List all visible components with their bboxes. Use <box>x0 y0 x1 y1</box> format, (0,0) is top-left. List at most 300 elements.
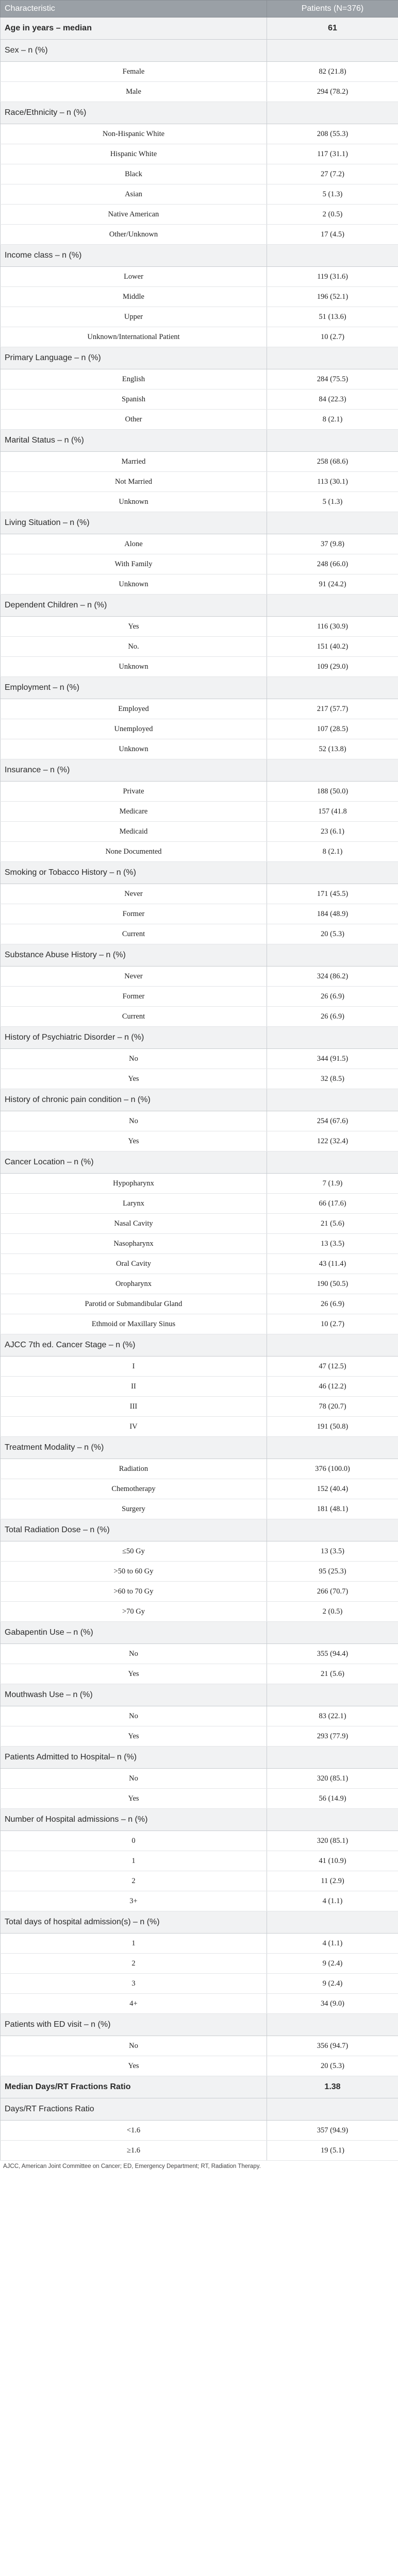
table-row <box>1 1314 398 1334</box>
section-label: Marital Status – n (%) <box>1 430 267 452</box>
row-value: 188 (50.0) <box>267 782 398 802</box>
table-row <box>1 124 398 144</box>
row-value: 191 (50.8) <box>267 1417 398 1437</box>
row-value: 157 (41.8 <box>267 802 398 822</box>
table-row <box>1 62 398 82</box>
row-label: No. <box>1 637 267 657</box>
row-label: >50 to 60 Gy <box>1 1562 267 1582</box>
row-label: With Family <box>1 554 267 574</box>
table-row <box>1 492 398 512</box>
table-row <box>1 1254 398 1274</box>
section-header-row <box>1 102 398 124</box>
row-label: Oral Cavity <box>1 1254 267 1274</box>
table-row <box>1 1007 398 1027</box>
table-row <box>1 2036 398 2056</box>
section-value <box>267 2014 398 2036</box>
row-label: Parotid or Submandibular Gland <box>1 1294 267 1314</box>
row-value: 217 (57.7) <box>267 699 398 719</box>
section-value <box>267 759 398 782</box>
row-value: 19 (5.1) <box>267 2141 398 2161</box>
row-value: 122 (32.4) <box>267 1131 398 1151</box>
row-value: 5 (1.3) <box>267 492 398 512</box>
table-row <box>1 1069 398 1089</box>
row-value: 119 (31.6) <box>267 267 398 287</box>
row-label: Female <box>1 62 267 82</box>
row-label: No <box>1 1111 267 1131</box>
table-row <box>1 1706 398 1726</box>
section-label: History of chronic pain condition – n (%) <box>1 1089 267 1111</box>
row-label: 0 <box>1 1831 267 1851</box>
row-value: 83 (22.1) <box>267 1706 398 1726</box>
row-label: Hypopharynx <box>1 1174 267 1194</box>
table-row <box>1 2141 398 2161</box>
table-row <box>1 410 398 430</box>
section-header-row <box>1 1747 398 1769</box>
table-row <box>1 369 398 389</box>
row-label: Yes <box>1 617 267 637</box>
table-row <box>1 1582 398 1602</box>
section-label: Number of Hospital admissions – n (%) <box>1 1809 267 1831</box>
row-value: 116 (30.9) <box>267 617 398 637</box>
section-header-row <box>1 1089 398 1111</box>
row-value: 184 (48.9) <box>267 904 398 924</box>
row-value: 78 (20.7) <box>267 1397 398 1417</box>
table-row <box>1 1891 398 1911</box>
row-label: 3+ <box>1 1891 267 1911</box>
row-value: 7 (1.9) <box>267 1174 398 1194</box>
section-header-row <box>1 40 398 62</box>
table-row <box>1 1664 398 1684</box>
table-row <box>1 82 398 102</box>
row-value: 190 (50.5) <box>267 1274 398 1294</box>
row-label: Middle <box>1 287 267 307</box>
table-row <box>1 554 398 574</box>
table-row <box>1 904 398 924</box>
row-value: 254 (67.6) <box>267 1111 398 1131</box>
row-value: 51 (13.6) <box>267 307 398 327</box>
section-value <box>267 1684 398 1706</box>
row-value: 26 (6.9) <box>267 1007 398 1027</box>
row-label: None Documented <box>1 842 267 862</box>
row-label: Unknown/International Patient <box>1 327 267 347</box>
table-row <box>1 739 398 759</box>
row-value: 117 (31.1) <box>267 144 398 164</box>
section-label: Median Days/RT Fractions Ratio <box>1 2076 267 2098</box>
row-value: 26 (6.9) <box>267 987 398 1007</box>
table-row <box>1 1974 398 1994</box>
row-label: Nasal Cavity <box>1 1214 267 1234</box>
row-label: III <box>1 1397 267 1417</box>
row-label: No <box>1 2036 267 2056</box>
section-header-row <box>1 1809 398 1831</box>
row-value: 21 (5.6) <box>267 1214 398 1234</box>
row-value: 11 (2.9) <box>267 1871 398 1891</box>
row-value: 37 (9.8) <box>267 534 398 554</box>
section-header-row <box>1 862 398 884</box>
table-row <box>1 1789 398 1809</box>
row-label: Larynx <box>1 1194 267 1214</box>
row-label: Spanish <box>1 389 267 410</box>
section-value <box>267 245 398 267</box>
row-label: Alone <box>1 534 267 554</box>
table-row <box>1 1994 398 2014</box>
row-value: 13 (3.5) <box>267 1541 398 1562</box>
table-row <box>1 1234 398 1254</box>
row-value: 320 (85.1) <box>267 1831 398 1851</box>
row-value: 2 (0.5) <box>267 205 398 225</box>
section-header-row <box>1 944 398 967</box>
row-label: Private <box>1 782 267 802</box>
section-label: Patients Admitted to Hospital– n (%) <box>1 1747 267 1769</box>
table-row <box>1 967 398 987</box>
row-value: 152 (40.4) <box>267 1479 398 1499</box>
section-header-row <box>1 2076 398 2098</box>
table-row <box>1 2121 398 2141</box>
section-value <box>267 677 398 699</box>
row-label: Lower <box>1 267 267 287</box>
section-header-row <box>1 1622 398 1644</box>
row-label: Ethmoid or Maxillary Sinus <box>1 1314 267 1334</box>
row-label: Unemployed <box>1 719 267 739</box>
section-header-row <box>1 2014 398 2036</box>
row-label: Employed <box>1 699 267 719</box>
row-label: Yes <box>1 1664 267 1684</box>
table-row <box>1 1049 398 1069</box>
header-patients: Patients (N=376) <box>267 1 398 18</box>
row-label: ≥1.6 <box>1 2141 267 2161</box>
row-value: 20 (5.3) <box>267 2056 398 2076</box>
row-label: 1 <box>1 1934 267 1954</box>
row-value: 27 (7.2) <box>267 164 398 184</box>
section-value <box>267 944 398 967</box>
section-label: Employment – n (%) <box>1 677 267 699</box>
section-header-row <box>1 1334 398 1357</box>
table-row <box>1 1479 398 1499</box>
row-label: Non-Hispanic White <box>1 124 267 144</box>
row-value: 4 (1.1) <box>267 1934 398 1954</box>
row-value: 52 (13.8) <box>267 739 398 759</box>
table-row <box>1 164 398 184</box>
row-value: 113 (30.1) <box>267 472 398 492</box>
row-value: 258 (68.6) <box>267 452 398 472</box>
row-value: 34 (9.0) <box>267 1994 398 2014</box>
row-label: 2 <box>1 1954 267 1974</box>
section-value <box>267 1622 398 1644</box>
row-label: Never <box>1 967 267 987</box>
row-value: 66 (17.6) <box>267 1194 398 1214</box>
table-row <box>1 1417 398 1437</box>
section-label: Treatment Modality – n (%) <box>1 1437 267 1459</box>
table-row <box>1 987 398 1007</box>
section-label: Total Radiation Dose – n (%) <box>1 1519 267 1541</box>
section-label: Age in years – median <box>1 18 267 40</box>
table-row <box>1 637 398 657</box>
section-label: Total days of hospital admission(s) – n (%) <box>1 1911 267 1934</box>
table-row <box>1 574 398 595</box>
row-label: <1.6 <box>1 2121 267 2141</box>
row-label: Native American <box>1 205 267 225</box>
section-label: Dependent Children – n (%) <box>1 595 267 617</box>
section-label: Patients with ED visit – n (%) <box>1 2014 267 2036</box>
row-label: 4+ <box>1 1994 267 2014</box>
row-value: 20 (5.3) <box>267 924 398 944</box>
row-label: Medicare <box>1 802 267 822</box>
section-value <box>267 1334 398 1357</box>
row-label: Asian <box>1 184 267 205</box>
table-row <box>1 1831 398 1851</box>
row-value: 8 (2.1) <box>267 410 398 430</box>
row-label: English <box>1 369 267 389</box>
row-label: I <box>1 1357 267 1377</box>
row-label: Married <box>1 452 267 472</box>
row-label: 1 <box>1 1851 267 1871</box>
row-label: 3 <box>1 1974 267 1994</box>
row-label: Male <box>1 82 267 102</box>
table-row <box>1 657 398 677</box>
section-label: Primary Language – n (%) <box>1 347 267 369</box>
row-value: 23 (6.1) <box>267 822 398 842</box>
section-header-row <box>1 1437 398 1459</box>
table-row <box>1 307 398 327</box>
row-label: Never <box>1 884 267 904</box>
row-value: 109 (29.0) <box>267 657 398 677</box>
section-value <box>267 347 398 369</box>
section-value: 1.38 <box>267 2076 398 2098</box>
row-value: 181 (48.1) <box>267 1499 398 1519</box>
section-value <box>267 1151 398 1174</box>
row-label: Other <box>1 410 267 430</box>
table-row <box>1 1214 398 1234</box>
section-label: Smoking or Tobacco History – n (%) <box>1 862 267 884</box>
row-value: 13 (3.5) <box>267 1234 398 1254</box>
row-value: 41 (10.9) <box>267 1851 398 1871</box>
row-value: 151 (40.2) <box>267 637 398 657</box>
table-row <box>1 1726 398 1747</box>
row-label: >70 Gy <box>1 1602 267 1622</box>
section-label: History of Psychiatric Disorder – n (%) <box>1 1027 267 1049</box>
section-label: Income class – n (%) <box>1 245 267 267</box>
table-row <box>1 1194 398 1214</box>
row-label: Radiation <box>1 1459 267 1479</box>
row-label: Former <box>1 904 267 924</box>
header-characteristic: Characteristic <box>1 1 267 18</box>
row-value: 320 (85.1) <box>267 1769 398 1789</box>
row-value: 84 (22.3) <box>267 389 398 410</box>
row-label: Unknown <box>1 657 267 677</box>
section-value <box>267 1027 398 1049</box>
table-row <box>1 1644 398 1664</box>
row-value: 26 (6.9) <box>267 1294 398 1314</box>
section-value <box>267 1437 398 1459</box>
table-row <box>1 719 398 739</box>
table-row <box>1 617 398 637</box>
row-value: 46 (12.2) <box>267 1377 398 1397</box>
row-value: 95 (25.3) <box>267 1562 398 1582</box>
table-row <box>1 1769 398 1789</box>
table-row <box>1 1871 398 1891</box>
row-label: Black <box>1 164 267 184</box>
table-row <box>1 782 398 802</box>
section-header-row <box>1 18 398 40</box>
table-row <box>1 1934 398 1954</box>
section-label: Substance Abuse History – n (%) <box>1 944 267 967</box>
row-value: 355 (94.4) <box>267 1644 398 1664</box>
table-row <box>1 2056 398 2076</box>
section-header-row <box>1 347 398 369</box>
row-value: 9 (2.4) <box>267 1954 398 1974</box>
section-value <box>267 1911 398 1934</box>
table-row <box>1 1954 398 1974</box>
section-header-row <box>1 430 398 452</box>
table-row <box>1 144 398 164</box>
row-value: 10 (2.7) <box>267 327 398 347</box>
table-row <box>1 452 398 472</box>
section-header-row <box>1 759 398 782</box>
row-value: 376 (100.0) <box>267 1459 398 1479</box>
row-label: >60 to 70 Gy <box>1 1582 267 1602</box>
section-value <box>267 862 398 884</box>
section-header-row <box>1 1519 398 1541</box>
row-value: 356 (94.7) <box>267 2036 398 2056</box>
table-row <box>1 802 398 822</box>
section-header-row <box>1 245 398 267</box>
row-label: Surgery <box>1 1499 267 1519</box>
row-value: 266 (70.7) <box>267 1582 398 1602</box>
section-label: Mouthwash Use – n (%) <box>1 1684 267 1706</box>
row-label: 2 <box>1 1871 267 1891</box>
section-header-row <box>1 595 398 617</box>
row-value: 248 (66.0) <box>267 554 398 574</box>
section-label: Sex – n (%) <box>1 40 267 62</box>
table-row <box>1 822 398 842</box>
table-row <box>1 1174 398 1194</box>
table-row <box>1 184 398 205</box>
table-header-row <box>1 1 398 18</box>
section-header-row <box>1 512 398 534</box>
row-value: 8 (2.1) <box>267 842 398 862</box>
section-label: Gabapentin Use – n (%) <box>1 1622 267 1644</box>
row-label: No <box>1 1049 267 1069</box>
row-value: 208 (55.3) <box>267 124 398 144</box>
table-row <box>1 1602 398 1622</box>
table-footnote: AJCC, American Joint Committee on Cancer; ED, Emergency Department; RT, Radiation Therapy. <box>3 2163 261 2170</box>
row-label: Yes <box>1 2056 267 2076</box>
row-label: Unknown <box>1 492 267 512</box>
row-value: 91 (24.2) <box>267 574 398 595</box>
section-header-row <box>1 1684 398 1706</box>
row-label: Nasopharynx <box>1 1234 267 1254</box>
row-value: 284 (75.5) <box>267 369 398 389</box>
row-label: Not Married <box>1 472 267 492</box>
row-value: 47 (12.5) <box>267 1357 398 1377</box>
table-body <box>1 18 398 2161</box>
row-value: 43 (11.4) <box>267 1254 398 1274</box>
section-header-row <box>1 1151 398 1174</box>
table-row <box>1 1499 398 1519</box>
section-label: AJCC 7th ed. Cancer Stage – n (%) <box>1 1334 267 1357</box>
section-label: Insurance – n (%) <box>1 759 267 782</box>
section-value <box>267 1089 398 1111</box>
section-value <box>267 40 398 62</box>
section-header-row <box>1 1911 398 1934</box>
table-row <box>1 327 398 347</box>
section-value <box>267 1519 398 1541</box>
row-label: ≤50 Gy <box>1 1541 267 1562</box>
table-row <box>1 1851 398 1871</box>
table-row <box>1 472 398 492</box>
section-header-row <box>1 2098 398 2121</box>
section-header-row <box>1 677 398 699</box>
row-value: 9 (2.4) <box>267 1974 398 1994</box>
table-row <box>1 1377 398 1397</box>
row-label: Former <box>1 987 267 1007</box>
row-label: Current <box>1 924 267 944</box>
table-row <box>1 1131 398 1151</box>
row-value: 5 (1.3) <box>267 184 398 205</box>
section-value <box>267 1747 398 1769</box>
row-value: 21 (5.6) <box>267 1664 398 1684</box>
row-label: Oropharynx <box>1 1274 267 1294</box>
table-row <box>1 225 398 245</box>
row-label: IV <box>1 1417 267 1437</box>
section-label: Living Situation – n (%) <box>1 512 267 534</box>
table-row <box>1 842 398 862</box>
section-label: Race/Ethnicity – n (%) <box>1 102 267 124</box>
table-row <box>1 1397 398 1417</box>
section-value <box>267 430 398 452</box>
row-label: Other/Unknown <box>1 225 267 245</box>
table-row <box>1 1274 398 1294</box>
row-label: Chemotherapy <box>1 1479 267 1499</box>
row-value: 56 (14.9) <box>267 1789 398 1809</box>
table-row <box>1 534 398 554</box>
row-value: 293 (77.9) <box>267 1726 398 1747</box>
section-header-row <box>1 1027 398 1049</box>
row-label: Yes <box>1 1069 267 1089</box>
row-value: 171 (45.5) <box>267 884 398 904</box>
section-value <box>267 512 398 534</box>
row-value: 357 (94.9) <box>267 2121 398 2141</box>
row-label: Yes <box>1 1726 267 1747</box>
row-value: 2 (0.5) <box>267 1602 398 1622</box>
row-label: Current <box>1 1007 267 1027</box>
row-label: Unknown <box>1 739 267 759</box>
row-label: II <box>1 1377 267 1397</box>
table-row <box>1 205 398 225</box>
row-value: 4 (1.1) <box>267 1891 398 1911</box>
section-value: 61 <box>267 18 398 40</box>
row-label: Medicaid <box>1 822 267 842</box>
row-label: Yes <box>1 1131 267 1151</box>
table-row <box>1 1294 398 1314</box>
table-row <box>1 924 398 944</box>
row-label: Yes <box>1 1789 267 1809</box>
table-row <box>1 1541 398 1562</box>
row-value: 196 (52.1) <box>267 287 398 307</box>
row-label: Hispanic White <box>1 144 267 164</box>
table-row <box>1 267 398 287</box>
row-value: 294 (78.2) <box>267 82 398 102</box>
section-value <box>267 595 398 617</box>
table-row <box>1 287 398 307</box>
section-value <box>267 2098 398 2121</box>
section-label: Cancer Location – n (%) <box>1 1151 267 1174</box>
row-value: 324 (86.2) <box>267 967 398 987</box>
row-value: 32 (8.5) <box>267 1069 398 1089</box>
row-label: No <box>1 1706 267 1726</box>
row-value: 17 (4.5) <box>267 225 398 245</box>
row-value: 82 (21.8) <box>267 62 398 82</box>
